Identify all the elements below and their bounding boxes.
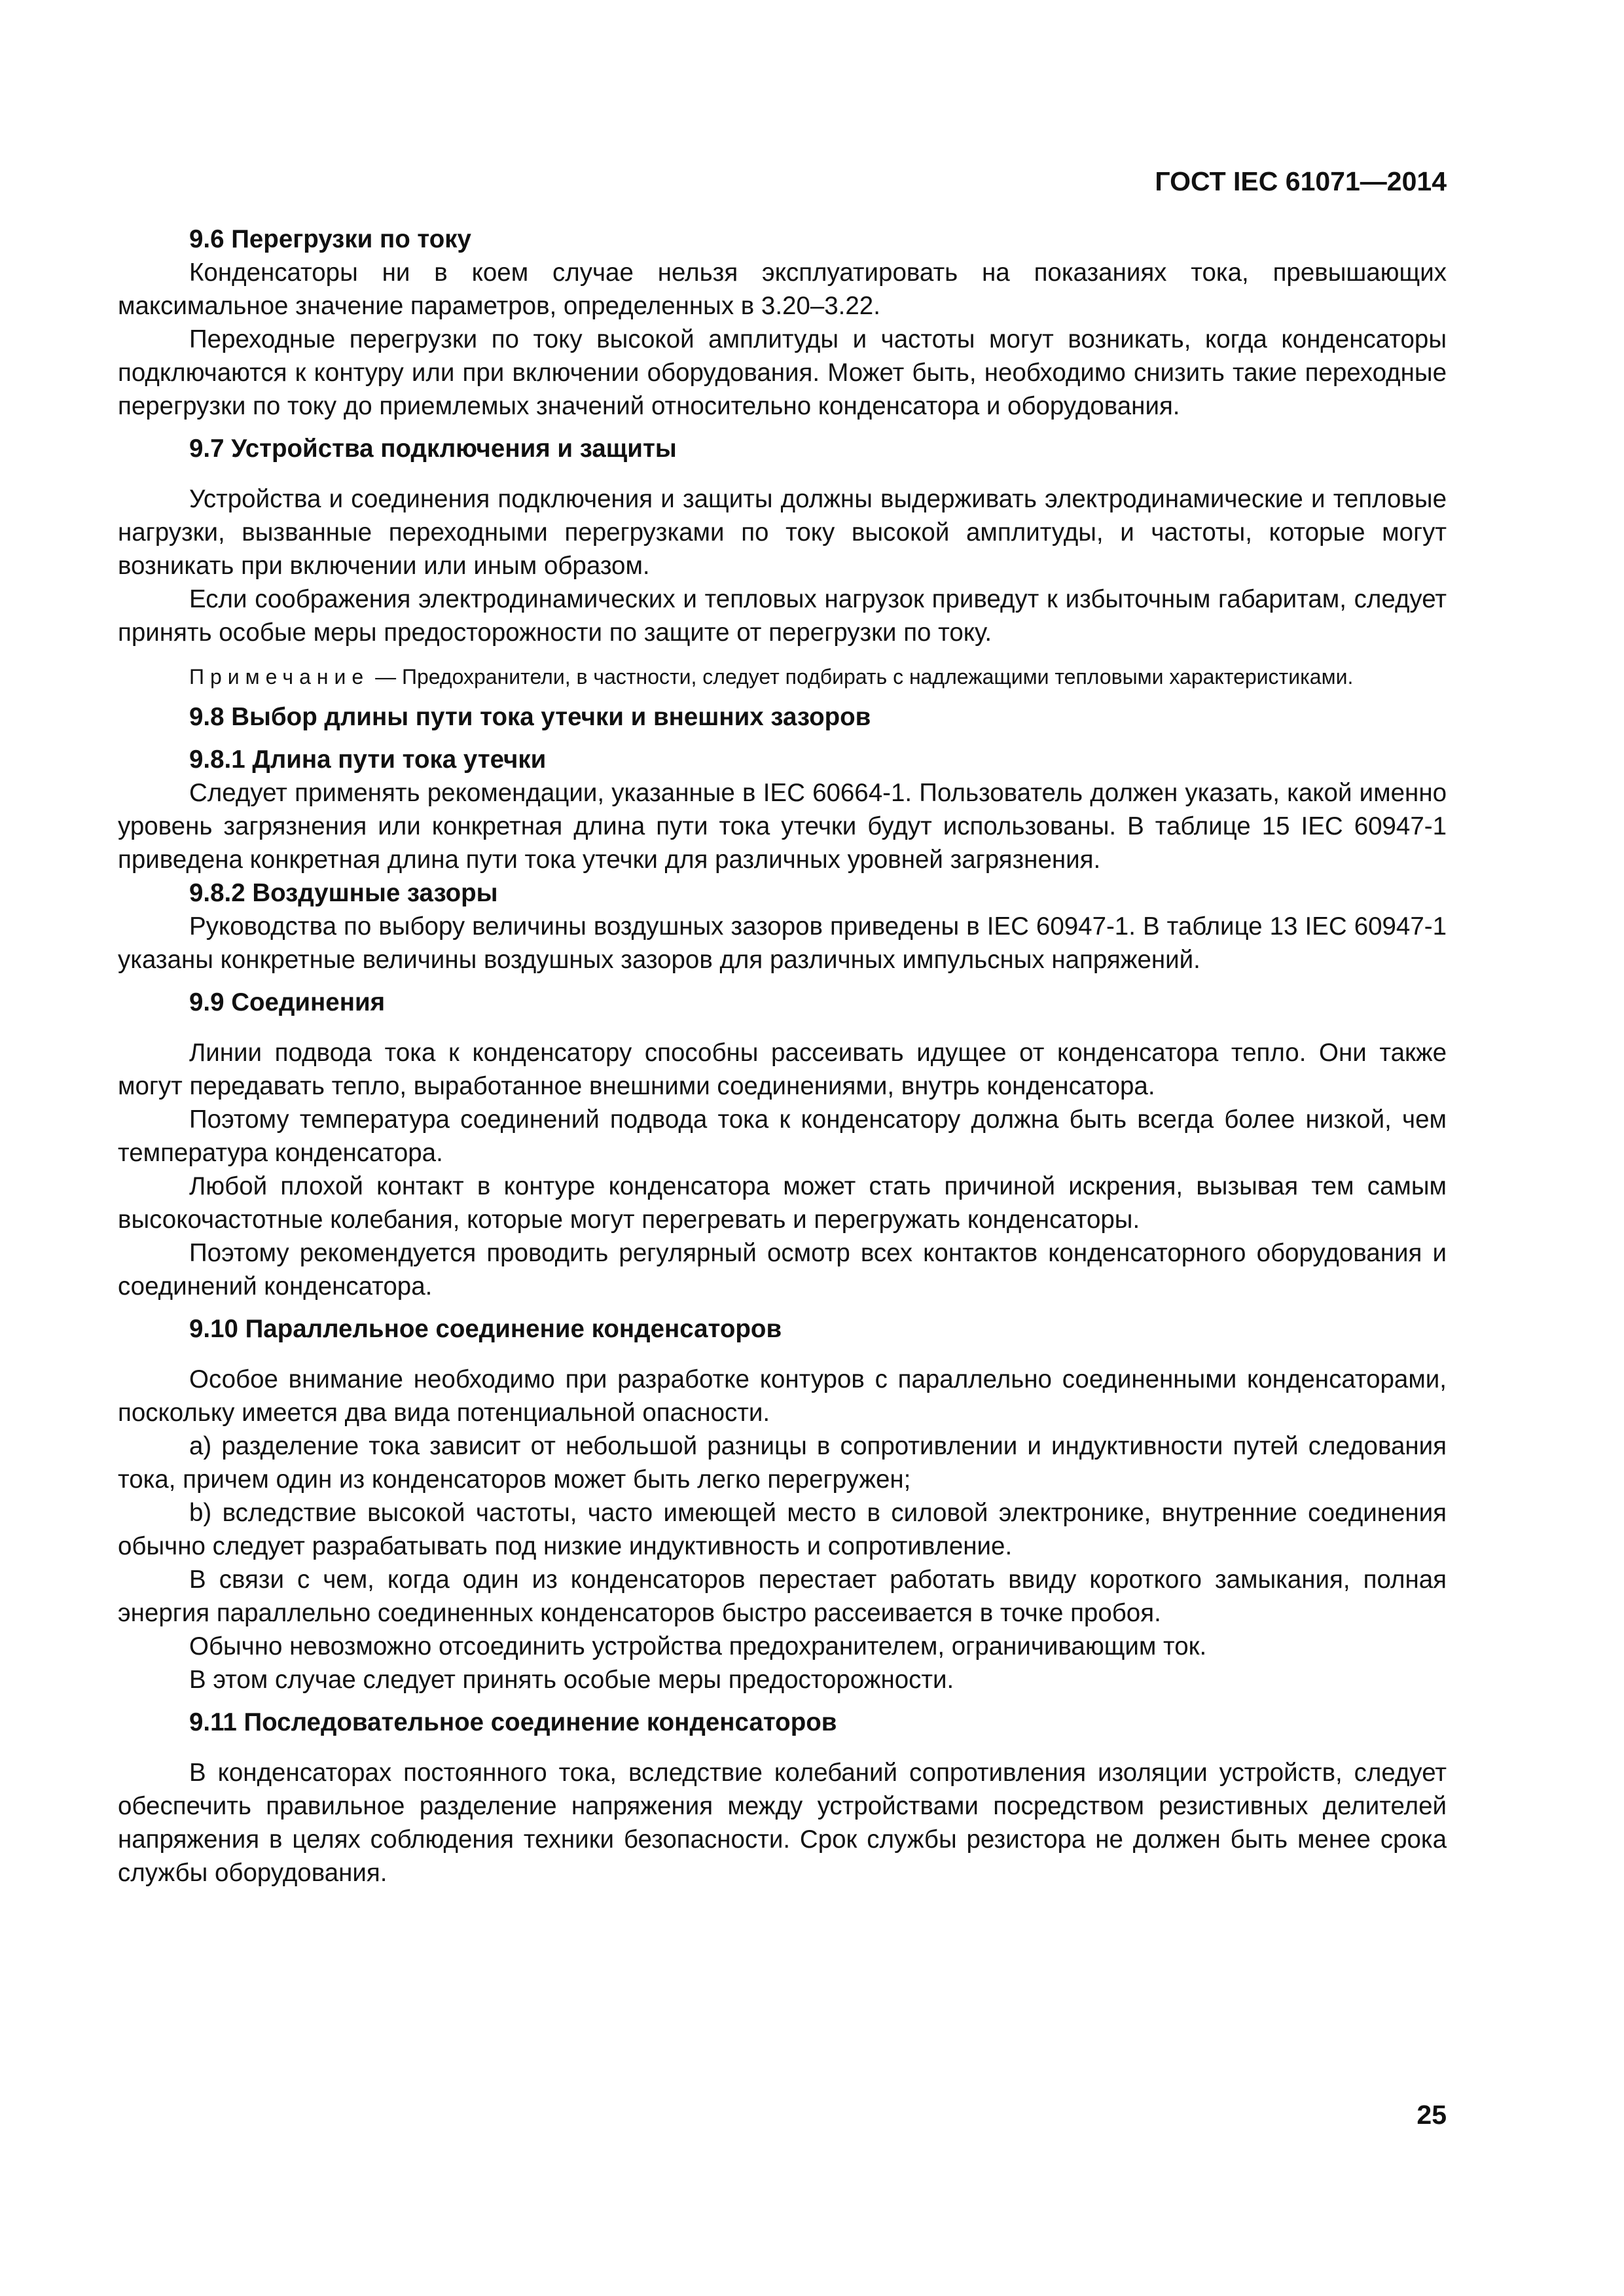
- document-body: [118, 223, 1447, 1890]
- page-number: 25: [1416, 2100, 1447, 2130]
- paragraph: В связи с чем, когда один из конденсаторов перестает работать ввиду короткого замыкания, полная энергия параллельно соединенных конденсаторов быстро рассеивается в точке пробоя.: [118, 1566, 1447, 1627]
- paragraph: Поэтому рекомендуется проводить регулярный осмотр всех контактов конденсаторного оборудования и соединений конденсатора.: [118, 1239, 1447, 1300]
- paragraph: Устройства и соединения подключения и защиты должны выдерживать электродинамические и тепловые нагрузки, вызванные переходными перегрузками по току высокой амплитуды, и частоты, которые могут возникать при включении или иным образом.: [118, 485, 1447, 580]
- section-title-9-7: 9.7 Устройства подключения и защиты: [189, 435, 677, 463]
- list-item: b) вследствие высокой частоты, часто имеющей место в силовой электронике, внутренние соединения обычно следует разрабатывать под низкие индуктивность и сопротивление.: [118, 1499, 1447, 1560]
- section-title-9-8-2: 9.8.2 Воздушные зазоры: [189, 879, 498, 907]
- document-header: ГОСТ IEC 61071—2014: [1155, 166, 1447, 196]
- note-text: — Предохранители, в частности, следует подбирать с надлежащими тепловыми характеристиками.: [369, 665, 1354, 689]
- section-title-9-6: 9.6 Перегрузки по току: [189, 225, 471, 253]
- paragraph: Следует применять рекомендации, указанные в IEC 60664-1. Пользователь должен указать, какой именно уровень загрязнения или конкретная длина пути тока утечки будут использованы. В таблице 15 IEC 60947-1 приведена конкретная длина пути тока утечки для различных уровней загрязнения.: [118, 779, 1447, 874]
- paragraph: Переходные перегрузки по току высокой амплитуды и частоты могут возникать, когда конденсаторы подключаются к контуру или при включении оборудования. Может быть, необходимо снизить такие переходные перегрузки по току до приемлемых значений относительно конденсатора и оборудования.: [118, 325, 1447, 420]
- paragraph: Поэтому температура соединений подвода тока к конденсатору должна быть всегда более низкой, чем температура конденсатора.: [118, 1105, 1447, 1167]
- paragraph: Конденсаторы ни в коем случае нельзя эксплуатировать на показаниях тока, превышающих максимальное значение параметров, определенных в 3.20–3.22.: [118, 259, 1447, 320]
- paragraph: Если соображения электродинамических и тепловых нагрузок приведут к избыточным габаритам, следует принять особые меры предосторожности по защите от перегрузки по току.: [118, 585, 1447, 647]
- list-item: a) разделение тока зависит от небольшой разницы в сопротивлении и индуктивности путей следования тока, причем один из конденсаторов может быть легко перегружен;: [118, 1432, 1447, 1494]
- paragraph: Любой плохой контакт в контуре конденсатора может стать причиной искрения, вызывая тем самым высокочастотные колебания, которые могут перегревать и перегружать конденсаторы.: [118, 1172, 1447, 1234]
- section-title-9-8-1: 9.8.1 Длина пути тока утечки: [189, 745, 547, 774]
- paragraph: В этом случае следует принять особые меры предосторожности.: [189, 1666, 954, 1694]
- section-title-9-10: 9.10 Параллельное соединение конденсаторов: [189, 1315, 782, 1343]
- section-title-9-11: 9.11 Последовательное соединение конденсаторов: [189, 1708, 837, 1736]
- note: [118, 662, 1447, 691]
- paragraph: В конденсаторах постоянного тока, вследствие колебаний сопротивления изоляции устройств, следует обеспечить правильное разделение напряжения между устройствами посредством резистивных делителей напряжения в целях соблюдения техники безопасности. Срок службы резистора не должен быть менее срока службы оборудования.: [118, 1759, 1447, 1887]
- section-title-9-9: 9.9 Соединения: [189, 988, 386, 1016]
- paragraph: Обычно невозможно отсоединить устройства предохранителем, ограничивающим ток.: [189, 1632, 1207, 1660]
- section-title-9-8: 9.8 Выбор длины пути тока утечки и внешних зазоров: [189, 703, 871, 731]
- paragraph: Особое внимание необходимо при разработке контуров с параллельно соединенными конденсаторами, поскольку имеется два вида потенциальной опасности.: [118, 1365, 1447, 1427]
- paragraph: Руководства по выбору величины воздушных зазоров приведены в IEC 60947-1. В таблице 13 IEC 60947-1 указаны конкретные величины воздушных зазоров для различных импульсных напряжений.: [118, 912, 1447, 974]
- note-label: Примечание: [189, 665, 370, 689]
- paragraph: Линии подвода тока к конденсатору способны рассеивать идущее от конденсатора тепло. Они также могут передавать тепло, выработанное внешними соединениями, внутрь конденсатора.: [118, 1039, 1447, 1100]
